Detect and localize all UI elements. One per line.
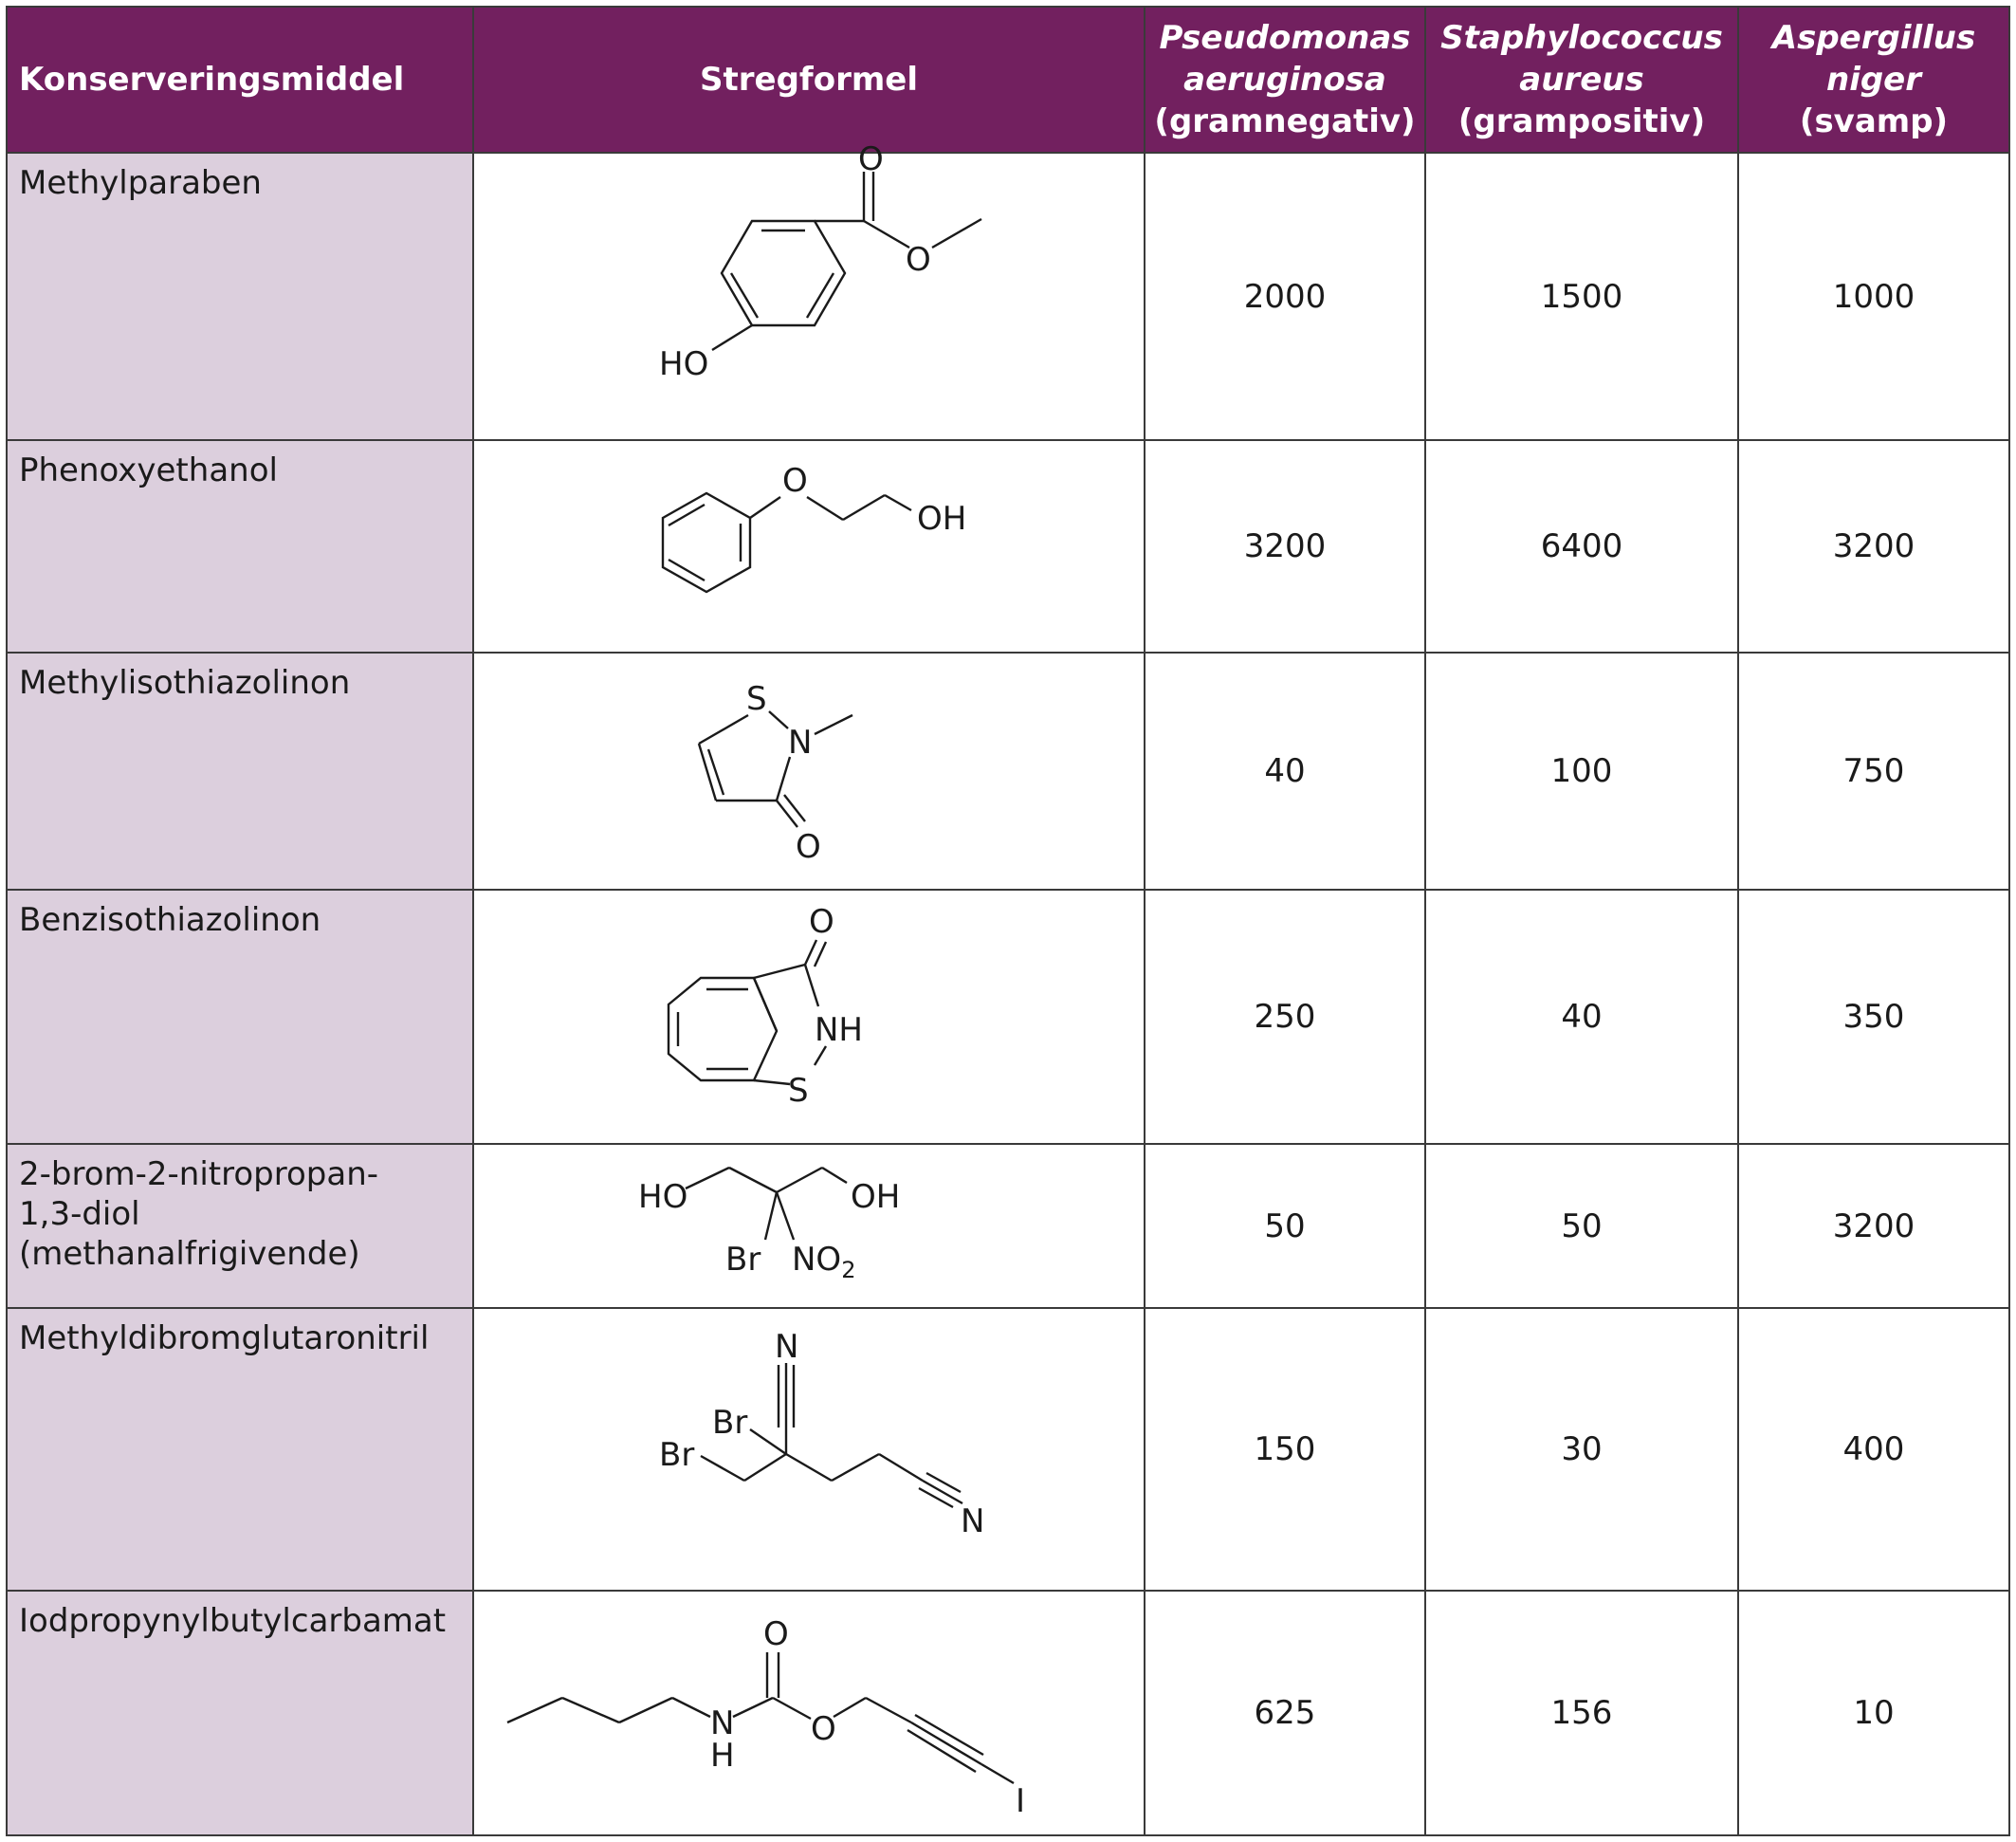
structure-benzisothiazolinon — [473, 890, 1145, 1144]
value-staphylococcus: 156 — [1425, 1591, 1738, 1835]
atom-label: HO — [638, 1177, 688, 1216]
value-staphylococcus: 100 — [1425, 653, 1738, 890]
structure-bronopol — [473, 1144, 1145, 1308]
compound-name: Methyldibromglutaronitril — [7, 1308, 473, 1591]
atom-label: OH — [917, 500, 967, 538]
atom-label: O — [763, 1615, 789, 1653]
atom-label: O — [858, 139, 884, 178]
compound-name — [7, 1144, 473, 1308]
atom-label: S — [746, 680, 767, 718]
header-organism-type: (grampositiv) — [1457, 102, 1706, 140]
header-organism-type: (svamp) — [1799, 102, 1949, 140]
atom-subscript: 2 — [841, 1256, 856, 1283]
table-row — [7, 1144, 2009, 1308]
value-pseudomonas: 40 — [1145, 653, 1425, 890]
atom-label: S — [788, 1072, 809, 1110]
value-aspergillus: 1000 — [1738, 153, 2009, 440]
structure-methylisothiazolinon — [473, 653, 1145, 890]
table-row — [7, 653, 2009, 890]
table-row — [7, 1308, 2009, 1591]
atom-label: H — [710, 1737, 735, 1775]
bronopol-structure-drawing — [619, 1151, 999, 1302]
atom-label: NO — [792, 1240, 842, 1279]
compound-name: Iodpropynylbutylcarbamat — [7, 1591, 473, 1835]
atom-label: O — [782, 462, 808, 500]
header-staphylococcus — [1425, 7, 1738, 153]
value-pseudomonas: 625 — [1145, 1591, 1425, 1835]
compound-name: Benzisothiazolinon — [7, 890, 473, 1144]
atom-label: Br — [659, 1436, 695, 1474]
value-aspergillus: 750 — [1738, 653, 2009, 890]
header-row — [7, 7, 2009, 153]
methylisothiazolinon-structure-drawing — [667, 662, 951, 880]
atom-label: O — [906, 240, 931, 279]
value-pseudomonas: 50 — [1145, 1144, 1425, 1308]
value-aspergillus: 10 — [1738, 1591, 2009, 1835]
header-aspergillus — [1738, 7, 2009, 153]
atom-label: OH — [851, 1177, 901, 1216]
iodpropynylbutylcarbamat-structure-drawing — [477, 1599, 1141, 1827]
header-organism-name: niger — [1825, 61, 1922, 99]
value-pseudomonas: 150 — [1145, 1308, 1425, 1591]
value-staphylococcus: 30 — [1425, 1308, 1738, 1591]
methylparaben-structure-drawing — [610, 139, 1008, 430]
value-staphylococcus: 40 — [1425, 890, 1738, 1144]
structure-phenoxyethanol — [473, 440, 1145, 653]
atom-label: HO — [659, 344, 709, 383]
atom-label: N — [710, 1704, 735, 1742]
header-organism-name: aeruginosa — [1183, 61, 1386, 99]
value-pseudomonas: 3200 — [1145, 440, 1425, 653]
value-aspergillus: 350 — [1738, 890, 2009, 1144]
atom-label: N — [788, 724, 813, 762]
methyldibromglutaronitril-structure-drawing — [610, 1321, 1008, 1577]
value-staphylococcus: 50 — [1425, 1144, 1738, 1308]
compound-name: Methylparaben — [7, 153, 473, 440]
atom-label: I — [1016, 1782, 1026, 1820]
structure-methyldibromglutaronitril — [473, 1308, 1145, 1591]
value-staphylococcus: 6400 — [1425, 440, 1738, 653]
preservatives-table — [6, 6, 2010, 1836]
atom-label: O — [809, 903, 834, 941]
header-formula: Stregformel — [473, 7, 1145, 153]
table-row — [7, 1591, 2009, 1835]
atom-label: Br — [725, 1240, 761, 1279]
phenoxyethanol-structure-drawing — [610, 451, 1008, 641]
compound-name-line: 1,3-diol — [19, 1195, 140, 1233]
structure-iodpropynylbutylcarbamat — [473, 1591, 1145, 1835]
header-organism-name: Staphylococcus — [1440, 19, 1723, 57]
value-staphylococcus: 1500 — [1425, 153, 1738, 440]
atom-label: Br — [712, 1404, 748, 1442]
atom-label: O — [796, 828, 821, 866]
compound-name: Methylisothiazolinon — [7, 653, 473, 890]
benzisothiazolinon-structure-drawing — [648, 898, 970, 1135]
table-row — [7, 440, 2009, 653]
header-organism-type: (gramnegativ) — [1154, 102, 1416, 140]
header-organism-name: aureus — [1519, 61, 1644, 99]
atom-label: O — [811, 1710, 836, 1748]
compound-name-line: 2-brom-2-nitropropan- — [19, 1155, 379, 1193]
compound-name: Phenoxyethanol — [7, 440, 473, 653]
value-pseudomonas: 250 — [1145, 890, 1425, 1144]
table-row — [7, 890, 2009, 1144]
atom-label: N — [961, 1502, 985, 1540]
value-aspergillus: 3200 — [1738, 440, 2009, 653]
structure-methylparaben — [473, 139, 1145, 440]
value-aspergillus: 3200 — [1738, 1144, 2009, 1308]
compound-name-line: (methanalfrigivende) — [19, 1235, 360, 1273]
atom-label: N — [775, 1328, 799, 1366]
value-aspergillus: 400 — [1738, 1308, 2009, 1591]
atom-label: NH — [815, 1011, 863, 1049]
atom-label — [792, 1241, 855, 1283]
table-row — [7, 153, 2009, 440]
header-organism-name: Pseudomonas — [1159, 19, 1411, 57]
value-pseudomonas: 2000 — [1145, 153, 1425, 440]
header-compound: Konserveringsmiddel — [7, 7, 473, 153]
header-pseudomonas — [1145, 7, 1425, 153]
header-organism-name: Aspergillus — [1771, 19, 1976, 57]
